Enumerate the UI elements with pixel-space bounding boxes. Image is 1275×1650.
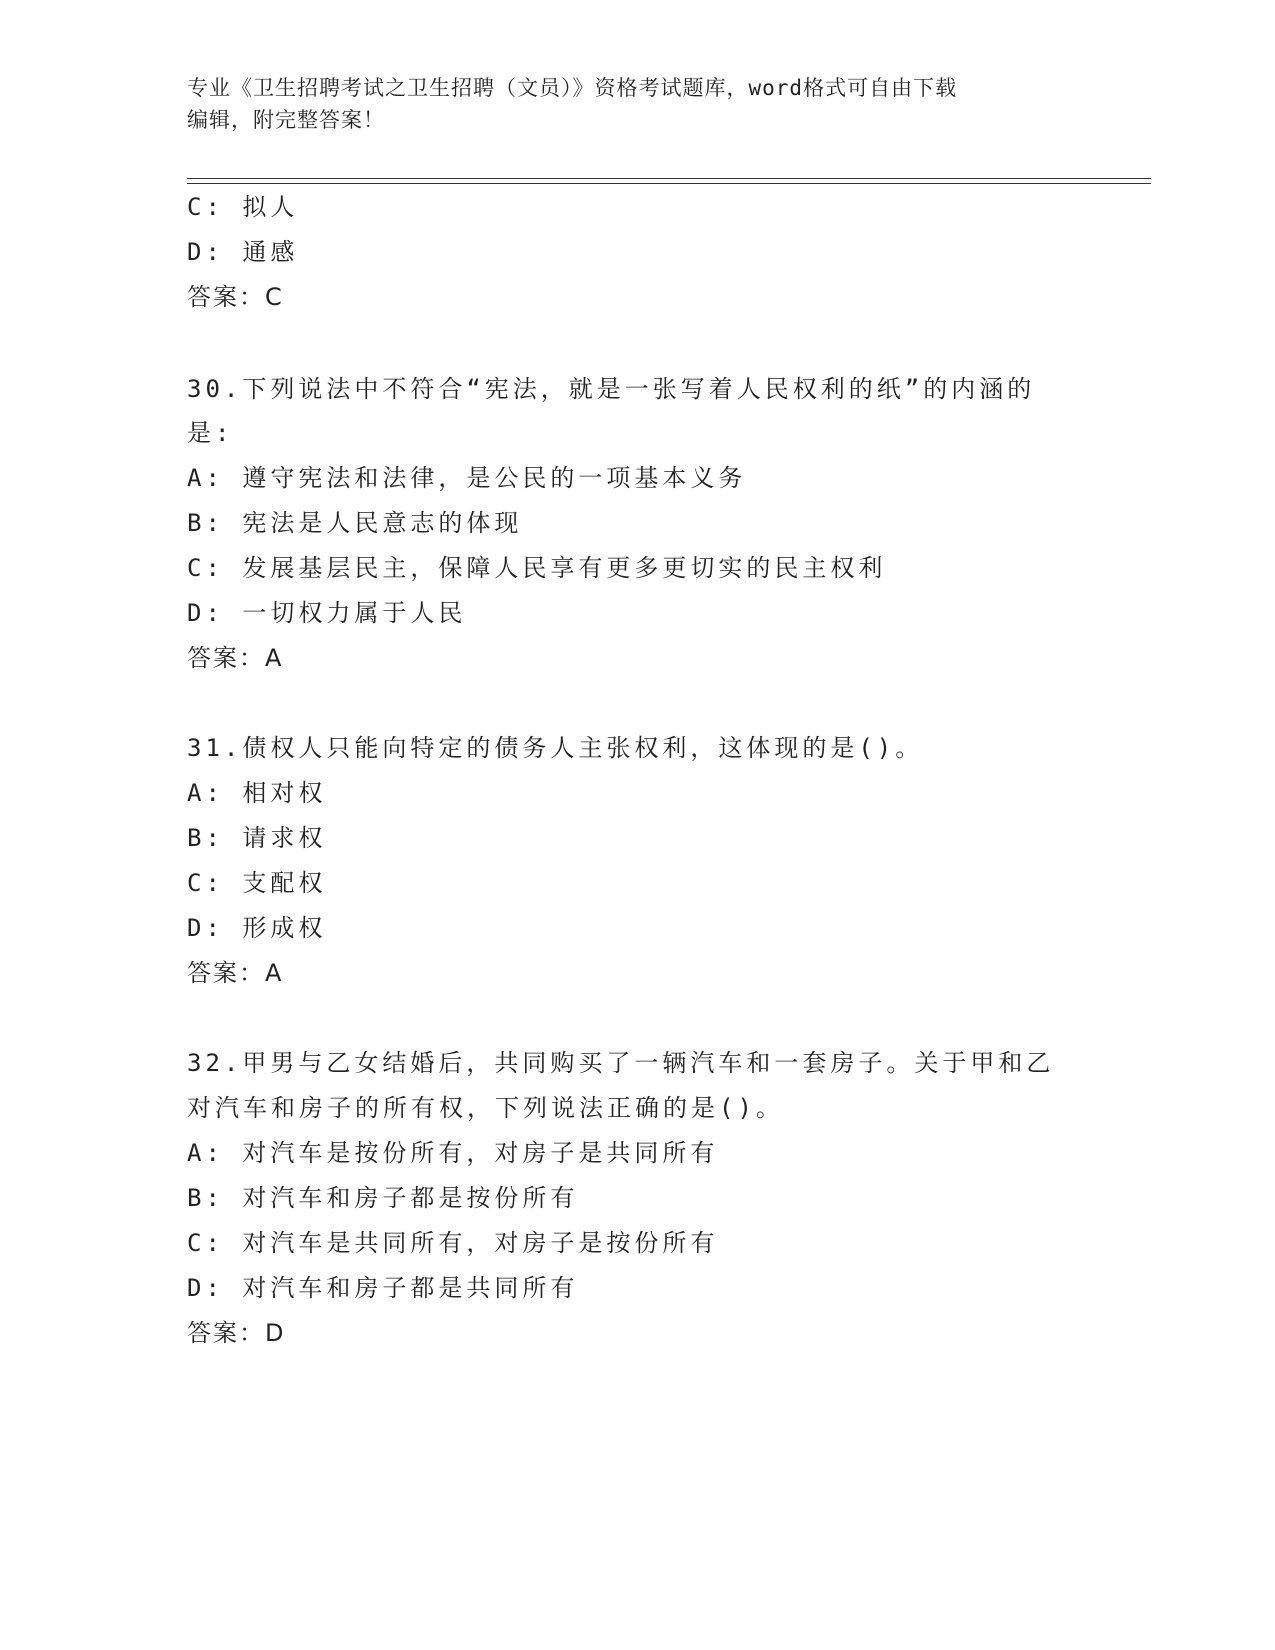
question-31-option-a: A: 相对权	[187, 779, 327, 807]
question-30-option-c: C: 发展基层民主，保障人民享有更多更切实的民主权利	[187, 554, 887, 582]
question-30-answer: 答案：A	[187, 644, 284, 672]
question-32-option-b: B: 对汽车和房子都是按份所有	[187, 1184, 579, 1212]
prev-option-c: C: 拟人	[187, 193, 299, 221]
header-line-2: 编辑，附完整答案！	[187, 108, 385, 132]
question-30-stem-line-2: 是:	[187, 419, 234, 447]
question-32-stem-line-1: 32.甲男与乙女结婚后，共同购买了一辆汽车和一套房子。关于甲和乙	[187, 1049, 1055, 1077]
question-31-option-c: C: 支配权	[187, 869, 327, 897]
question-30-option-d: D: 一切权力属于人民	[187, 599, 467, 627]
question-32-option-c: C: 对汽车是共同所有，对房子是按份所有	[187, 1229, 719, 1257]
question-31-answer: 答案：A	[187, 959, 284, 987]
header-line-1: 专业《卫生招聘考试之卫生招聘（文员）》资格考试题库，word格式可自由下载	[187, 76, 958, 100]
question-32-stem-line-2: 对汽车和房子的所有权，下列说法正确的是()。	[187, 1094, 784, 1122]
header-divider-top	[187, 178, 1151, 179]
question-30-stem-line-1: 30.下列说法中不符合“宪法，就是一张写着人民权利的纸”的内涵的	[187, 375, 1036, 403]
question-30-option-a: A: 遵守宪法和法律，是公民的一项基本义务	[187, 464, 747, 492]
question-32-option-d: D: 对汽车和房子都是共同所有	[187, 1274, 579, 1302]
document-header	[187, 72, 1067, 136]
prev-option-d: D: 通感	[187, 238, 299, 266]
question-32-answer: 答案：D	[187, 1319, 286, 1347]
question-30-option-b: B: 宪法是人民意志的体现	[187, 509, 523, 537]
prev-answer: 答案：C	[187, 283, 284, 311]
question-32-option-a: A: 对汽车是按份所有，对房子是共同所有	[187, 1139, 719, 1167]
question-31-option-d: D: 形成权	[187, 914, 327, 942]
question-31-stem-line-1: 31.债权人只能向特定的债务人主张权利，这体现的是()。	[187, 734, 924, 762]
header-divider-bottom	[187, 183, 1151, 184]
question-31-option-b: B: 请求权	[187, 824, 327, 852]
